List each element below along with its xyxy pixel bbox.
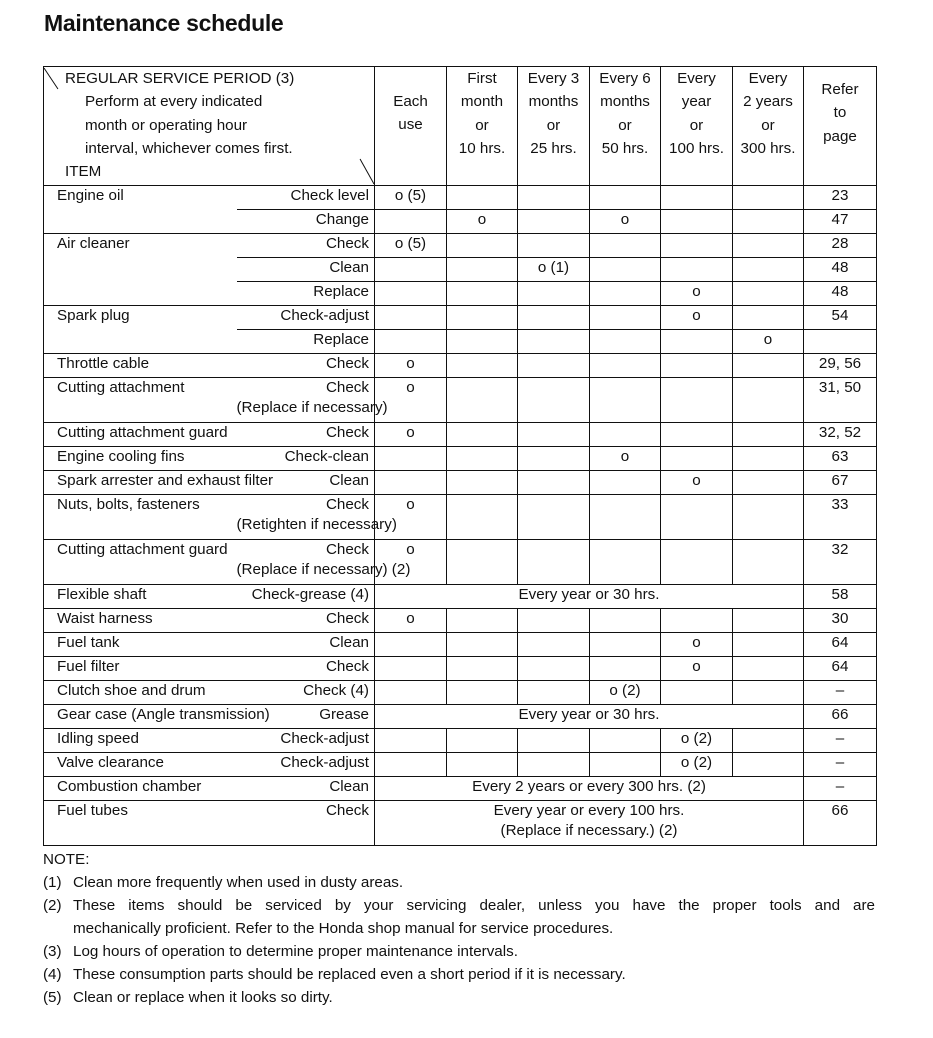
period-title: REGULAR SERVICE PERIOD (3) <box>65 70 295 87</box>
action-cell <box>237 210 375 234</box>
schedule-mark-cell <box>590 471 661 495</box>
page-ref-cell: 32 <box>804 540 877 585</box>
table-row <box>44 423 877 447</box>
table-body <box>44 186 877 846</box>
action-label: Check <box>325 802 369 819</box>
schedule-mark-cell <box>447 609 518 633</box>
action-label: Check-adjust <box>280 754 369 771</box>
page-ref-cell: 66 <box>804 705 877 729</box>
action-label: Check <box>325 235 369 252</box>
page-ref-cell: 54 <box>804 306 877 330</box>
schedule-mark-cell <box>375 681 447 705</box>
schedule-mark-cell <box>661 234 733 258</box>
page-ref-cell: 23 <box>804 186 877 210</box>
schedule-mark-cell <box>447 471 518 495</box>
schedule-mark-cell: o (5) <box>375 234 447 258</box>
schedule-mark-cell: o <box>661 282 733 306</box>
note-number: (2) <box>43 897 62 914</box>
header-corner-cell <box>44 67 375 186</box>
schedule-mark-cell <box>733 495 804 540</box>
column-header-first-month: First month or 10 hrs. <box>447 67 518 186</box>
table-row <box>44 495 877 540</box>
note-number: (1) <box>43 874 62 891</box>
schedule-mark-cell <box>733 753 804 777</box>
schedule-mark-cell <box>590 729 661 753</box>
schedule-mark-cell: o (1) <box>518 258 590 282</box>
schedule-mark-cell <box>518 447 590 471</box>
schedule-mark-cell <box>375 633 447 657</box>
notes-list <box>43 871 875 1009</box>
column-header-every-6-months: Every 6 months or 50 hrs. <box>590 67 661 186</box>
schedule-mark-cell <box>447 633 518 657</box>
schedule-mark-cell <box>375 471 447 495</box>
schedule-mark-cell <box>447 540 518 585</box>
action-cell <box>237 282 375 306</box>
action-label: Check <box>325 355 369 372</box>
page-ref-cell: 30 <box>804 609 877 633</box>
page-ref-cell: – <box>804 681 877 705</box>
schedule-mark-cell <box>661 354 733 378</box>
schedule-mark-cell <box>518 282 590 306</box>
page-ref-cell: 58 <box>804 585 877 609</box>
note-text-line: These consumption parts should be replaced even a short period if it is necessary. <box>73 966 626 983</box>
table-row <box>44 657 877 681</box>
schedule-mark-cell <box>447 681 518 705</box>
schedule-mark-cell <box>590 306 661 330</box>
table-row <box>44 585 877 609</box>
schedule-mark-cell <box>590 495 661 540</box>
schedule-mark-cell <box>447 282 518 306</box>
schedule-mark-cell <box>733 471 804 495</box>
schedule-mark-cell <box>518 330 590 354</box>
schedule-mark-cell <box>518 471 590 495</box>
action-label: Clean <box>329 634 369 651</box>
schedule-mark-cell <box>733 186 804 210</box>
table-row <box>44 234 877 258</box>
item-name-cell: Fuel tubes <box>44 801 237 846</box>
schedule-mark-cell <box>590 540 661 585</box>
item-name-cell: Fuel tank <box>44 633 237 657</box>
schedule-mark-cell <box>447 423 518 447</box>
action-cell <box>237 609 375 633</box>
page-ref-cell: 33 <box>804 495 877 540</box>
action-cell <box>237 585 375 609</box>
schedule-mark-cell <box>733 681 804 705</box>
action-note: (Replace if necessary) <box>236 399 388 416</box>
interval-text: Every 2 years or every 300 hrs. (2) <box>472 778 706 795</box>
schedule-mark-cell <box>447 495 518 540</box>
schedule-mark-cell: o <box>661 657 733 681</box>
schedule-mark-cell: o <box>590 210 661 234</box>
action-label: Change <box>315 211 369 228</box>
schedule-mark-cell <box>375 753 447 777</box>
action-note: (Replace if necessary) (2) <box>236 561 411 578</box>
action-cell <box>237 258 375 282</box>
schedule-mark-cell <box>590 186 661 210</box>
table-header-row <box>44 67 877 186</box>
schedule-mark-cell <box>661 681 733 705</box>
page-ref-cell: 64 <box>804 657 877 681</box>
schedule-mark-cell <box>518 681 590 705</box>
schedule-mark-cell <box>518 186 590 210</box>
schedule-mark-cell <box>590 258 661 282</box>
item-name-cell: Flexible shaft <box>44 585 237 609</box>
schedule-mark-cell <box>518 354 590 378</box>
action-cell <box>237 681 375 705</box>
note-item <box>43 894 875 940</box>
schedule-mark-cell <box>518 210 590 234</box>
schedule-mark-cell <box>375 330 447 354</box>
action-cell <box>237 447 375 471</box>
item-name-cell: Cutting attachment guard <box>44 423 237 447</box>
schedule-mark-cell <box>518 633 590 657</box>
notes-heading: NOTE: <box>43 851 90 868</box>
schedule-mark-cell <box>518 234 590 258</box>
note-number: (5) <box>43 989 62 1006</box>
action-cell <box>237 423 375 447</box>
page-ref-cell: 32, 52 <box>804 423 877 447</box>
note-text <box>73 963 875 986</box>
table-row <box>44 540 877 585</box>
item-name-cell: Cutting attachment guard <box>44 540 237 585</box>
item-name-cell: Spark arrester and exhaust filter <box>44 471 237 495</box>
action-label: Replace <box>313 331 369 348</box>
schedule-mark-cell <box>518 609 590 633</box>
schedule-mark-cell <box>447 330 518 354</box>
schedule-mark-cell <box>661 540 733 585</box>
page-ref-cell: 31, 50 <box>804 378 877 423</box>
item-name-cell: Gear case (Angle transmission) <box>44 705 237 729</box>
schedule-mark-cell <box>733 423 804 447</box>
column-header-every-year: Every year or 100 hrs. <box>661 67 733 186</box>
action-label: Clean <box>329 472 369 489</box>
item-name-cell: Idling speed <box>44 729 237 753</box>
schedule-mark-cell <box>733 282 804 306</box>
schedule-mark-cell <box>447 657 518 681</box>
schedule-mark-cell <box>590 330 661 354</box>
schedule-mark-cell <box>661 330 733 354</box>
schedule-mark-cell <box>590 633 661 657</box>
item-name-cell: Fuel filter <box>44 657 237 681</box>
action-label: Check <box>325 379 369 396</box>
note-text-line: Clean or replace when it looks so dirty. <box>73 989 333 1006</box>
schedule-mark-cell <box>590 378 661 423</box>
schedule-mark-cell <box>661 186 733 210</box>
note-number: (3) <box>43 943 62 960</box>
schedule-mark-cell: o <box>661 633 733 657</box>
interval-text: Every year or every 100 hrs. <box>493 802 685 819</box>
table-row <box>44 681 877 705</box>
item-name-cell: Nuts, bolts, fasteners <box>44 495 237 540</box>
schedule-mark-cell <box>733 447 804 471</box>
schedule-mark-cell <box>447 234 518 258</box>
schedule-mark-cell <box>733 210 804 234</box>
table-row <box>44 729 877 753</box>
action-cell <box>237 234 375 258</box>
item-label: ITEM <box>65 163 102 181</box>
table-row <box>44 753 877 777</box>
note-item <box>43 963 875 986</box>
schedule-mark-cell: o <box>661 471 733 495</box>
schedule-mark-cell <box>518 306 590 330</box>
schedule-mark-cell <box>661 210 733 234</box>
table-row <box>44 801 877 846</box>
interval-text: Every year or 30 hrs. <box>518 706 660 723</box>
schedule-mark-cell: o <box>733 330 804 354</box>
action-label: Check-grease (4) <box>251 586 369 603</box>
item-name-cell: Waist harness <box>44 609 237 633</box>
action-cell <box>237 777 375 801</box>
notes-section <box>43 848 875 1009</box>
action-label: Check <box>325 496 369 513</box>
item-name-cell: Clutch shoe and drum <box>44 681 237 705</box>
action-cell <box>237 633 375 657</box>
period-line-3: interval, whichever comes first. <box>85 139 293 157</box>
page-ref-cell: 28 <box>804 234 877 258</box>
schedule-mark-cell <box>375 729 447 753</box>
period-line-2: month or operating hour <box>85 116 248 134</box>
page-ref-cell <box>804 330 877 354</box>
page-ref-cell: 48 <box>804 258 877 282</box>
note-text-line: These items should be serviced by your servicing dealer, unless you have the proper tools and are <box>73 897 875 914</box>
schedule-mark-cell <box>590 609 661 633</box>
action-cell <box>237 729 375 753</box>
schedule-mark-cell <box>518 423 590 447</box>
table-row <box>44 633 877 657</box>
schedule-mark-cell <box>447 378 518 423</box>
schedule-mark-cell <box>590 753 661 777</box>
column-header-every-2-years: Every 2 years or 300 hrs. <box>733 67 804 186</box>
item-name-cell: Cutting attachment <box>44 378 237 423</box>
schedule-mark-cell <box>518 753 590 777</box>
item-name-cell: Throttle cable <box>44 354 237 378</box>
action-label: Replace <box>313 283 369 300</box>
action-note: (Retighten if necessary) <box>236 516 397 533</box>
page-ref-cell: 64 <box>804 633 877 657</box>
item-name-cell: Valve clearance <box>44 753 237 777</box>
page-ref-cell: 67 <box>804 471 877 495</box>
table-row <box>44 609 877 633</box>
schedule-mark-cell <box>447 258 518 282</box>
period-line-1: Perform at every indicated <box>85 93 263 111</box>
schedule-mark-cell <box>447 753 518 777</box>
page-ref-cell: – <box>804 777 877 801</box>
table-row <box>44 378 877 423</box>
action-cell <box>237 306 375 330</box>
note-item <box>43 940 875 963</box>
schedule-mark-cell: o <box>447 210 518 234</box>
column-header-every-3-months: Every 3 months or 25 hrs. <box>518 67 590 186</box>
schedule-mark-cell <box>447 306 518 330</box>
note-text-line: mechanically proficient. Refer to the Honda shop manual for service procedures. <box>73 920 614 937</box>
action-cell <box>236 495 397 540</box>
item-name-cell: Spark plug <box>44 306 237 354</box>
action-label: Check <box>325 658 369 675</box>
note-text-line: Log hours of operation to determine proper maintenance intervals. <box>73 943 518 960</box>
schedule-mark-cell <box>733 729 804 753</box>
action-cell <box>237 186 375 210</box>
schedule-mark-cell: o (2) <box>661 729 733 753</box>
schedule-mark-cell <box>733 354 804 378</box>
schedule-mark-cell: o <box>590 447 661 471</box>
page-ref-cell: 29, 56 <box>804 354 877 378</box>
schedule-mark-cell <box>661 378 733 423</box>
interval-text: Every year or 30 hrs. <box>518 586 660 603</box>
schedule-mark-cell: o <box>375 609 447 633</box>
schedule-mark-cell <box>518 495 590 540</box>
schedule-mark-cell: o <box>661 306 733 330</box>
schedule-mark-cell <box>661 495 733 540</box>
action-label: Check-adjust <box>280 307 369 324</box>
action-label: Check-adjust <box>280 730 369 747</box>
action-label: Check <box>325 424 369 441</box>
maintenance-table <box>43 66 877 846</box>
schedule-mark-cell <box>447 186 518 210</box>
action-label: Check (4) <box>303 682 369 699</box>
table-row <box>44 705 877 729</box>
schedule-mark-cell <box>590 282 661 306</box>
schedule-mark-cell <box>447 447 518 471</box>
column-header-each-use: Each use <box>375 67 447 186</box>
schedule-mark-cell <box>733 609 804 633</box>
table-row <box>44 354 877 378</box>
schedule-mark-cell <box>518 729 590 753</box>
page-ref-cell: 48 <box>804 282 877 306</box>
schedule-mark-cell: o (5) <box>375 186 447 210</box>
schedule-mark-cell <box>733 378 804 423</box>
schedule-mark-cell <box>661 609 733 633</box>
action-cell <box>237 657 375 681</box>
schedule-mark-cell <box>375 210 447 234</box>
schedule-mark-cell <box>733 258 804 282</box>
item-name-cell: Engine oil <box>44 186 237 234</box>
interval-span-cell <box>375 585 804 609</box>
schedule-mark-cell <box>661 258 733 282</box>
schedule-mark-cell <box>375 447 447 471</box>
schedule-mark-cell <box>661 447 733 471</box>
interval-span-cell <box>375 705 804 729</box>
table-row <box>44 447 877 471</box>
table-row <box>44 186 877 210</box>
note-text <box>73 940 875 963</box>
note-number: (4) <box>43 966 62 983</box>
schedule-mark-cell <box>733 306 804 330</box>
interval-span-cell <box>375 777 804 801</box>
action-cell <box>236 540 411 585</box>
schedule-mark-cell <box>375 306 447 330</box>
action-label: Clean <box>329 259 369 276</box>
schedule-mark-cell: o <box>375 378 447 423</box>
schedule-mark-cell <box>661 423 733 447</box>
item-name-cell: Air cleaner <box>44 234 237 306</box>
schedule-mark-cell <box>518 378 590 423</box>
action-label: Check-clean <box>284 448 369 465</box>
note-text-line: Clean more frequently when used in dusty areas. <box>73 874 404 891</box>
schedule-mark-cell <box>733 657 804 681</box>
schedule-mark-cell <box>590 657 661 681</box>
schedule-mark-cell <box>375 258 447 282</box>
schedule-mark-cell: o (2) <box>590 681 661 705</box>
action-cell <box>237 801 375 846</box>
schedule-mark-cell <box>518 540 590 585</box>
note-item <box>43 871 875 894</box>
schedule-mark-cell: o <box>375 540 447 585</box>
action-cell <box>237 753 375 777</box>
page-ref-cell: 63 <box>804 447 877 471</box>
note-text <box>73 986 875 1009</box>
table-row <box>44 471 877 495</box>
schedule-mark-cell <box>590 234 661 258</box>
schedule-mark-cell <box>447 354 518 378</box>
schedule-mark-cell <box>375 282 447 306</box>
page-title: Maintenance schedule <box>44 10 284 36</box>
action-cell <box>237 330 375 354</box>
interval-note: (Replace if necessary.) (2) <box>500 822 678 839</box>
page-ref-cell: – <box>804 753 877 777</box>
note-text <box>73 871 875 894</box>
schedule-mark-cell: o <box>375 495 447 540</box>
page-ref-cell: 66 <box>804 801 877 846</box>
action-label: Check <box>325 541 369 558</box>
action-label: Clean <box>329 778 369 795</box>
schedule-mark-cell: o (2) <box>661 753 733 777</box>
note-item <box>43 986 875 1009</box>
item-name-cell: Combustion chamber <box>44 777 237 801</box>
item-name-cell: Engine cooling fins <box>44 447 237 471</box>
action-cell <box>236 378 388 423</box>
schedule-mark-cell <box>447 729 518 753</box>
schedule-mark-cell: o <box>375 354 447 378</box>
schedule-mark-cell <box>590 423 661 447</box>
schedule-mark-cell <box>733 540 804 585</box>
schedule-mark-cell <box>733 234 804 258</box>
table-row <box>44 777 877 801</box>
column-header-refer-page: Refer to page <box>804 67 877 186</box>
schedule-mark-cell <box>590 354 661 378</box>
schedule-mark-cell <box>733 633 804 657</box>
table-row <box>44 306 877 330</box>
schedule-mark-cell <box>375 657 447 681</box>
schedule-mark-cell <box>518 657 590 681</box>
schedule-mark-cell: o <box>375 423 447 447</box>
action-label: Grease <box>319 706 369 723</box>
action-label: Check <box>325 610 369 627</box>
note-text <box>73 894 875 940</box>
action-cell <box>237 354 375 378</box>
action-label: Check level <box>290 187 369 204</box>
page-ref-cell: 47 <box>804 210 877 234</box>
page-ref-cell: – <box>804 729 877 753</box>
interval-span-cell <box>375 801 804 846</box>
